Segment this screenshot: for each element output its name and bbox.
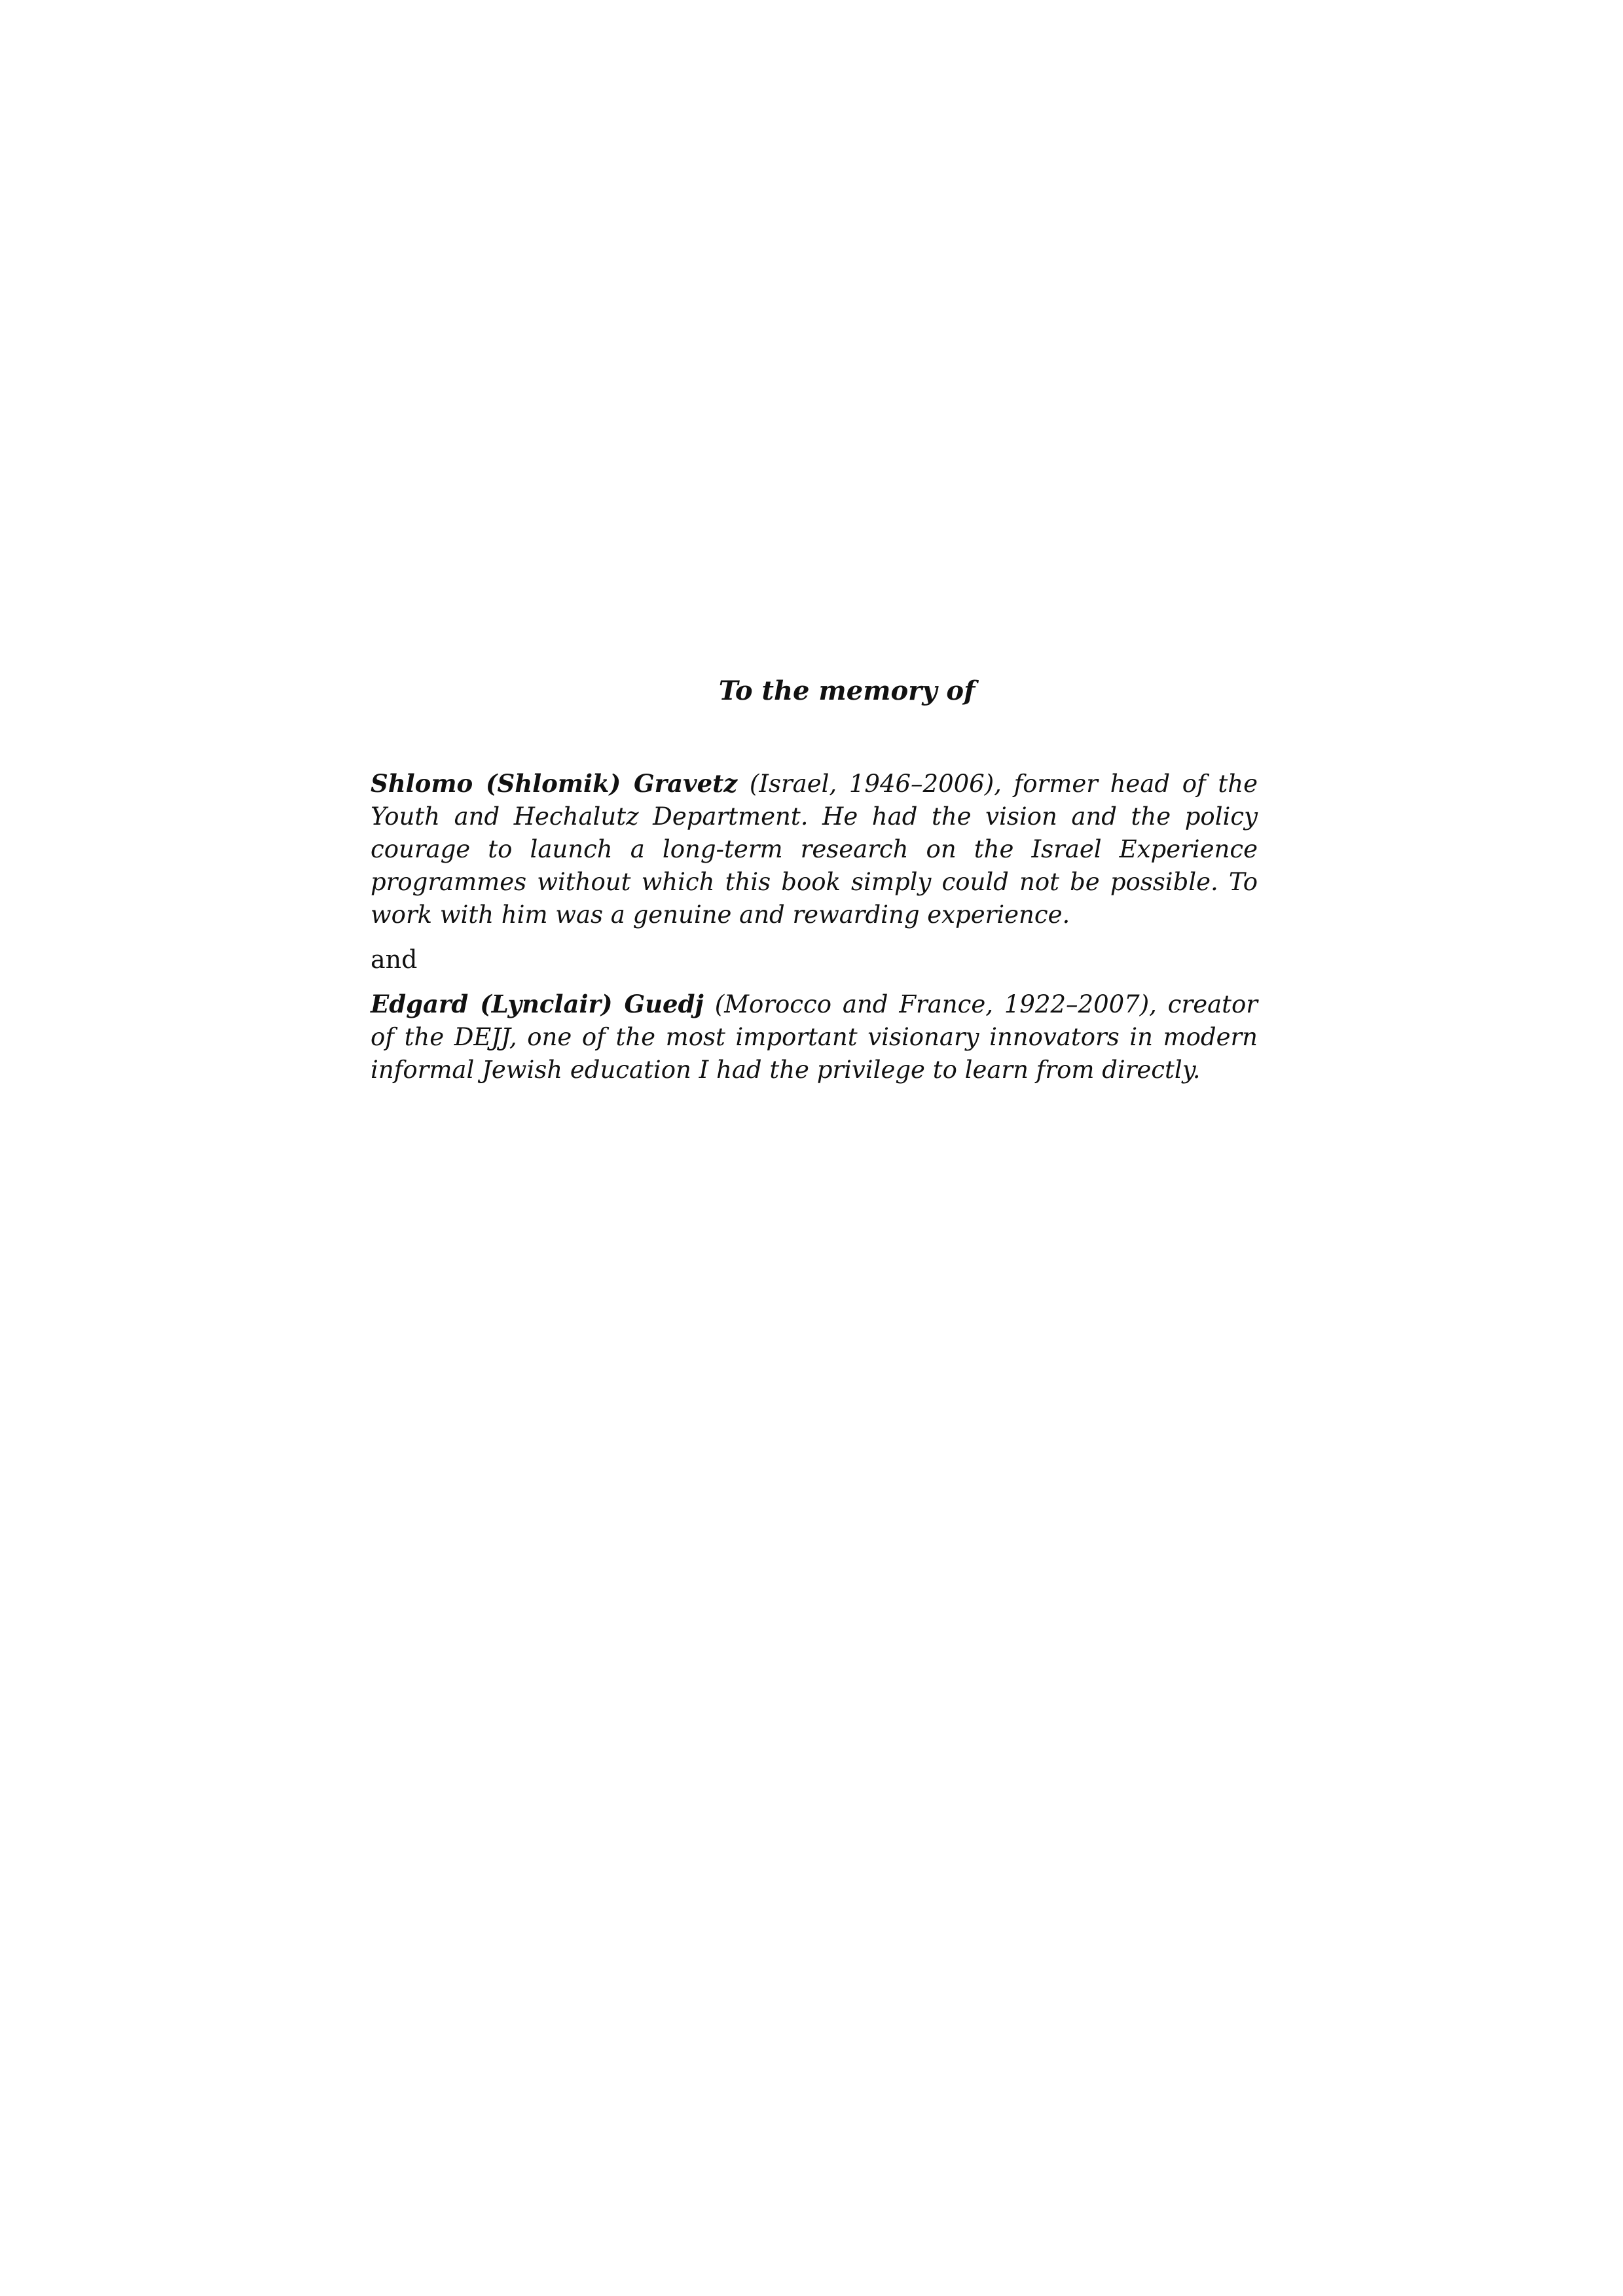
dedication-block bbox=[371, 674, 1258, 1086]
dedication-heading: To the memory of bbox=[718, 675, 976, 706]
dedication-entry-guedj bbox=[371, 988, 1258, 1086]
entry-text: (Israel, 1946–2006), former head of the Youth and Hechalutz Department. He had the vision and the policy courage to launch a long-term research on the Israel Experience programmes without which this book simply could not be possible. To work with him was a genuine and rewarding experience. bbox=[371, 770, 1258, 929]
dedication-entry-gravetz bbox=[371, 767, 1258, 931]
entry-name: Edgard (Lynclair) Guedj bbox=[371, 990, 704, 1018]
entry-text: (Morocco and France, 1922–2007), creator of the DEJJ, one of the most important visionary innovators in modern informal Jewish education I had the privilege to learn from directly. bbox=[371, 990, 1258, 1084]
entry-name: Shlomo (Shlomik) Gravetz bbox=[371, 769, 738, 798]
dedication-connector: and bbox=[371, 945, 418, 974]
